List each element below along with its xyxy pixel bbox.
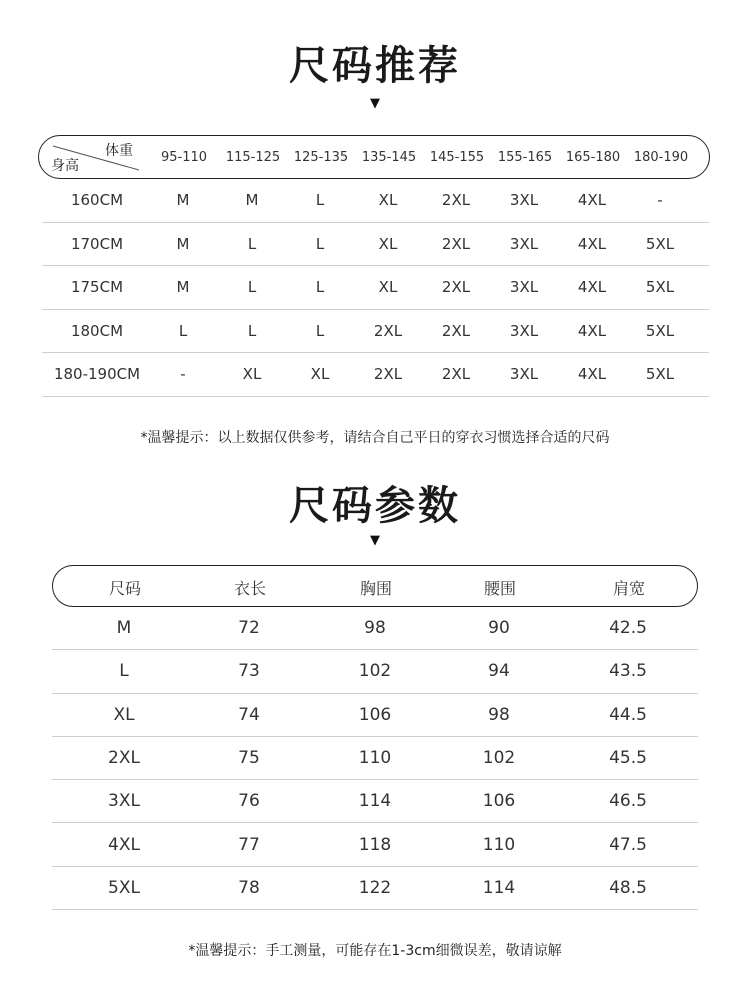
height-cell: 180CM xyxy=(70,321,124,340)
parameter-cell: 73 xyxy=(238,661,260,682)
parameter-cell: 76 xyxy=(238,791,260,812)
parameter-row xyxy=(52,867,698,910)
parameter-cell: 110 xyxy=(358,748,392,769)
size-recommendation-title: 尺码推荐 xyxy=(289,43,461,89)
weight-range-header: 145-155 xyxy=(429,150,485,165)
parameter-cell: 114 xyxy=(358,791,392,812)
size-cell: L xyxy=(315,278,325,297)
size-cell: 2XL xyxy=(373,321,403,340)
weight-range-header: 95-110 xyxy=(160,150,208,165)
size-cell: L xyxy=(247,234,257,253)
recommendation-row xyxy=(42,310,709,354)
parameter-header: 尺码 xyxy=(108,579,141,598)
size-cell: M xyxy=(176,234,190,253)
parameter-cell: 74 xyxy=(238,704,260,725)
parameter-row xyxy=(52,824,698,867)
size-cell: - xyxy=(657,191,663,210)
size-cell: - xyxy=(180,365,186,384)
parameter-cell: 98 xyxy=(364,618,386,639)
size-cell: M xyxy=(245,191,259,210)
height-cell: 170CM xyxy=(70,234,124,253)
parameter-cell: 5XL xyxy=(108,877,140,898)
size-cell: 3XL xyxy=(509,321,539,340)
parameter-cell: 106 xyxy=(482,791,516,812)
parameter-cell: 42.5 xyxy=(609,618,647,639)
parameter-cell: 106 xyxy=(358,704,392,725)
size-cell: XL xyxy=(378,278,398,297)
recommendation-row xyxy=(42,353,709,397)
size-cell: 3XL xyxy=(509,234,539,253)
down-arrow-icon-2: ▼ xyxy=(370,533,380,548)
size-cell: 5XL xyxy=(645,234,675,253)
size-cell: L xyxy=(247,321,257,340)
parameter-cell: 77 xyxy=(238,834,260,855)
weight-range-header: 125-135 xyxy=(293,150,349,165)
parameter-row xyxy=(52,650,698,693)
size-cell: 3XL xyxy=(509,278,539,297)
parameter-cell: 45.5 xyxy=(609,748,647,769)
parameter-cell: 114 xyxy=(482,877,516,898)
weight-range-header: 165-180 xyxy=(565,150,621,165)
parameter-cell: 47.5 xyxy=(609,834,647,855)
parameter-cell: 118 xyxy=(358,834,392,855)
parameter-row xyxy=(52,694,698,737)
recommendation-row xyxy=(42,266,709,310)
parameter-cell: 2XL xyxy=(108,748,140,769)
recommendation-row xyxy=(42,223,709,267)
corner-weight-label: 体重 xyxy=(105,143,133,159)
size-cell: L xyxy=(315,321,325,340)
corner-height-label: 身高 xyxy=(51,158,79,174)
size-cell: M xyxy=(176,191,190,210)
parameter-cell: 44.5 xyxy=(609,704,647,725)
size-cell: 2XL xyxy=(441,365,471,384)
height-cell: 175CM xyxy=(70,278,124,297)
size-cell: 2XL xyxy=(441,321,471,340)
parameter-cell: 90 xyxy=(488,618,510,639)
size-cell: 2XL xyxy=(441,234,471,253)
size-cell: 4XL xyxy=(577,234,607,253)
parameters-header-bar xyxy=(52,565,698,607)
size-cell: XL xyxy=(378,191,398,210)
size-cell: XL xyxy=(310,365,330,384)
parameter-row xyxy=(52,607,698,650)
size-cell: XL xyxy=(242,365,262,384)
parameter-cell: 110 xyxy=(482,834,516,855)
parameter-cell: XL xyxy=(113,704,135,725)
parameter-cell: 98 xyxy=(488,704,510,725)
parameter-cell: 43.5 xyxy=(609,661,647,682)
parameter-cell: 94 xyxy=(488,661,510,682)
parameter-cell: 48.5 xyxy=(609,877,647,898)
parameter-cell: 102 xyxy=(358,661,392,682)
size-cell: L xyxy=(178,321,188,340)
size-cell: 2XL xyxy=(441,191,471,210)
parameter-cell: 122 xyxy=(358,877,392,898)
size-cell: 3XL xyxy=(509,191,539,210)
parameter-row xyxy=(52,780,698,823)
parameter-header: 衣长 xyxy=(233,579,266,598)
down-arrow-icon: ▼ xyxy=(370,96,380,111)
parameter-cell: 78 xyxy=(238,877,260,898)
weight-range-header: 135-145 xyxy=(361,150,417,165)
size-parameters-title: 尺码参数 xyxy=(289,483,461,529)
parameter-cell: 4XL xyxy=(108,834,140,855)
recommendation-note: *温馨提示：以上数据仅供参考，请结合自己平日的穿衣习惯选择合适的尺码 xyxy=(140,430,610,446)
size-cell: 4XL xyxy=(577,278,607,297)
parameter-header: 肩宽 xyxy=(612,579,645,598)
size-cell: 5XL xyxy=(645,365,675,384)
size-cell: L xyxy=(247,278,257,297)
parameter-cell: M xyxy=(116,618,132,639)
size-cell: 5XL xyxy=(645,321,675,340)
size-cell: 4XL xyxy=(577,191,607,210)
parameter-cell: L xyxy=(119,661,129,682)
parameter-row xyxy=(52,737,698,780)
parameter-header: 胸围 xyxy=(359,579,392,598)
size-cell: 2XL xyxy=(441,278,471,297)
parameter-cell: 72 xyxy=(238,618,260,639)
parameter-cell: 75 xyxy=(238,748,260,769)
size-cell: 5XL xyxy=(645,278,675,297)
weight-range-header: 155-165 xyxy=(497,150,553,165)
parameter-cell: 46.5 xyxy=(609,791,647,812)
height-cell: 160CM xyxy=(70,191,124,210)
size-cell: 4XL xyxy=(577,321,607,340)
parameters-note: *温馨提示：手工测量，可能存在1-3cm细微误差，敬请谅解 xyxy=(188,943,562,959)
size-cell: M xyxy=(176,278,190,297)
size-cell: L xyxy=(315,191,325,210)
parameter-cell: 3XL xyxy=(108,791,140,812)
recommendation-header-bar xyxy=(38,135,710,179)
size-cell: 2XL xyxy=(373,365,403,384)
height-cell: 180-190CM xyxy=(53,365,141,384)
parameter-cell: 102 xyxy=(482,748,516,769)
weight-range-header: 115-125 xyxy=(225,150,281,165)
size-cell: L xyxy=(315,234,325,253)
parameter-header: 腰围 xyxy=(483,579,516,598)
weight-range-header: 180-190 xyxy=(633,150,689,165)
size-cell: XL xyxy=(378,234,398,253)
recommendation-row xyxy=(42,179,709,223)
size-cell: 3XL xyxy=(509,365,539,384)
size-cell: 4XL xyxy=(577,365,607,384)
